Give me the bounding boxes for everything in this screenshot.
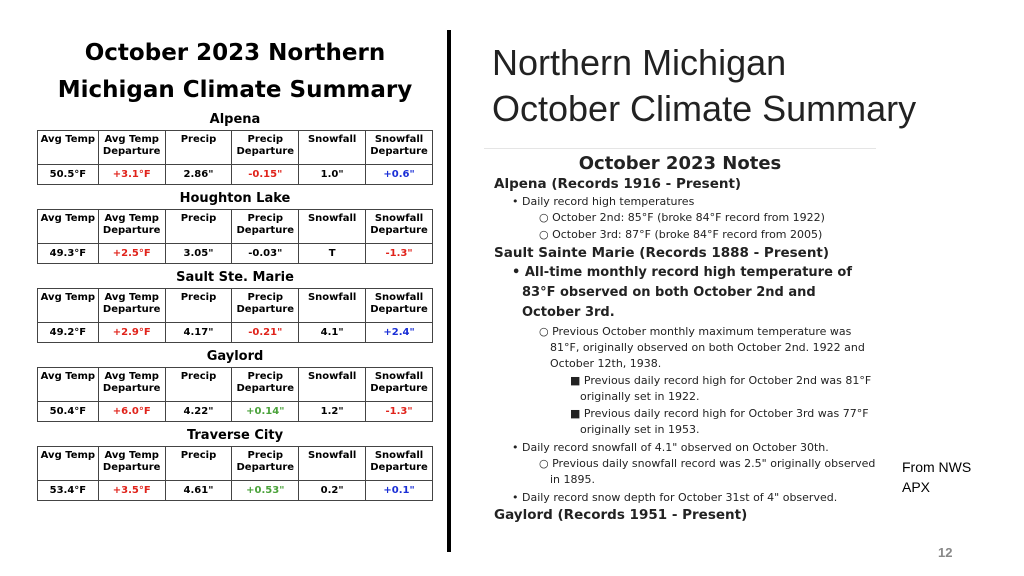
- value-cell: +0.14": [232, 402, 299, 422]
- value-cell: +2.5°F: [98, 244, 165, 264]
- station-table: [37, 367, 433, 422]
- column-header: Avg Temp: [38, 131, 99, 165]
- notes-title: October 2023 Notes: [578, 153, 782, 174]
- station-name: Traverse City: [186, 428, 284, 443]
- value-cell: +3.1°F: [98, 165, 165, 185]
- value-cell: +0.1": [366, 481, 433, 501]
- alpena-bullet: • Daily record high temperatures: [512, 195, 695, 208]
- column-header: Snowfall: [299, 447, 366, 481]
- column-header: Avg Temp Departure: [98, 368, 165, 402]
- header-row: [38, 289, 433, 323]
- column-header: Avg Temp: [38, 368, 99, 402]
- value-row: [38, 165, 433, 185]
- column-header: Avg Temp: [38, 210, 99, 244]
- source-line1: From NWS: [902, 459, 972, 475]
- header-row: [38, 210, 433, 244]
- station-table: [37, 288, 433, 343]
- value-cell: -0.15": [232, 165, 299, 185]
- column-header: Snowfall: [299, 131, 366, 165]
- value-cell: 53.4°F: [38, 481, 99, 501]
- station-name: Houghton Lake: [179, 191, 291, 206]
- header-row: [38, 368, 433, 402]
- value-cell: 49.2°F: [38, 323, 99, 343]
- value-cell: 4.22": [165, 402, 232, 422]
- station-table: [37, 446, 433, 501]
- value-cell: -0.21": [232, 323, 299, 343]
- column-header: Precip Departure: [232, 210, 299, 244]
- column-header: Snowfall Departure: [366, 210, 433, 244]
- value-cell: +2.4": [366, 323, 433, 343]
- value-cell: +3.5°F: [98, 481, 165, 501]
- value-row: [38, 402, 433, 422]
- summary-title-line2: Michigan Climate Summary: [57, 77, 413, 103]
- sault-subbullet-2: ○ Previous daily snowfall record was 2.5" originally observed in 1895.: [539, 457, 876, 486]
- column-header: Avg Temp: [38, 289, 99, 323]
- value-cell: 0.2": [299, 481, 366, 501]
- sault-subsubbullet-2: ■ Previous daily record high for October 3rd was 77°F originally set in 1953.: [570, 407, 869, 436]
- column-header: Precip: [165, 368, 232, 402]
- value-cell: 4.1": [299, 323, 366, 343]
- column-header: Snowfall: [299, 289, 366, 323]
- station-table: [37, 130, 433, 185]
- gaylord-heading: Gaylord (Records 1951 - Present): [494, 507, 748, 523]
- alpena-subbullet-2: ○ October 3rd: 87°F (broke 84°F record from 2005): [539, 228, 823, 241]
- station-name: Sault Ste. Marie: [176, 270, 294, 285]
- value-cell: -1.3": [366, 244, 433, 264]
- column-header: Snowfall Departure: [366, 368, 433, 402]
- slide-title-line1: Northern Michigan: [492, 42, 787, 83]
- page-number: 12: [938, 545, 953, 560]
- value-cell: 4.17": [165, 323, 232, 343]
- column-header: Avg Temp Departure: [98, 131, 165, 165]
- header-row: [38, 131, 433, 165]
- value-cell: T: [299, 244, 366, 264]
- station-table: [37, 209, 433, 264]
- column-header: Avg Temp Departure: [98, 447, 165, 481]
- column-header: Precip: [165, 210, 232, 244]
- value-cell: 49.3°F: [38, 244, 99, 264]
- column-header: Precip: [165, 447, 232, 481]
- column-header: Snowfall Departure: [366, 131, 433, 165]
- slide-title: [492, 40, 916, 132]
- value-cell: +0.53": [232, 481, 299, 501]
- sault-subsubbullet-1: ■ Previous daily record high for October 2nd was 81°F originally set in 1922.: [570, 374, 872, 403]
- summary-title-line1: October 2023 Northern: [84, 40, 386, 66]
- value-cell: -0.03": [232, 244, 299, 264]
- climate-summary-panel: [30, 30, 440, 546]
- column-header: Avg Temp: [38, 447, 99, 481]
- column-header: Snowfall Departure: [366, 447, 433, 481]
- vertical-divider: [447, 30, 451, 552]
- sault-bullet-1: • All-time monthly record high temperature of 83°F observed on both October 2nd and October 3rd.: [512, 265, 853, 320]
- sault-heading: Sault Sainte Marie (Records 1888 - Present): [494, 245, 830, 261]
- column-header: Snowfall Departure: [366, 289, 433, 323]
- value-cell: +0.6": [366, 165, 433, 185]
- column-header: Snowfall: [299, 210, 366, 244]
- sault-bullet-3: • Daily record snow depth for October 31st of 4" observed.: [512, 491, 838, 504]
- station-name: Gaylord: [206, 349, 264, 364]
- value-cell: 1.2": [299, 402, 366, 422]
- value-cell: +2.9°F: [98, 323, 165, 343]
- slide-title-line2: October Climate Summary: [492, 88, 917, 129]
- value-row: [38, 481, 433, 501]
- alpena-heading: Alpena (Records 1916 - Present): [494, 176, 742, 192]
- sault-bullet-2: • Daily record snowfall of 4.1" observed on October 30th.: [512, 441, 829, 454]
- column-header: Precip: [165, 131, 232, 165]
- summary-title: [30, 35, 440, 109]
- column-header: Avg Temp Departure: [98, 289, 165, 323]
- header-row: [38, 447, 433, 481]
- value-cell: 3.05": [165, 244, 232, 264]
- source-note: [902, 457, 1002, 497]
- alpena-subbullet-1: ○ October 2nd: 85°F (broke 84°F record from 1922): [539, 211, 825, 224]
- value-cell: 50.4°F: [38, 402, 99, 422]
- value-cell: 2.86": [165, 165, 232, 185]
- value-row: [38, 244, 433, 264]
- sault-subbullet-1: ○ Previous October monthly maximum temperature was 81°F, originally observed on both October 2nd. 1922 and October 12th, 1938.: [539, 325, 865, 370]
- station-tables: [30, 112, 440, 501]
- value-cell: 1.0": [299, 165, 366, 185]
- october-notes-panel: [484, 148, 876, 541]
- column-header: Avg Temp Departure: [98, 210, 165, 244]
- value-cell: 50.5°F: [38, 165, 99, 185]
- source-line2: APX: [902, 479, 931, 495]
- column-header: Snowfall: [299, 368, 366, 402]
- value-row: [38, 323, 433, 343]
- column-header: Precip Departure: [232, 368, 299, 402]
- value-cell: +6.0°F: [98, 402, 165, 422]
- column-header: Precip: [165, 289, 232, 323]
- column-header: Precip Departure: [232, 289, 299, 323]
- value-cell: 4.61": [165, 481, 232, 501]
- column-header: Precip Departure: [232, 447, 299, 481]
- column-header: Precip Departure: [232, 131, 299, 165]
- value-cell: -1.3": [366, 402, 433, 422]
- station-name: Alpena: [209, 112, 261, 127]
